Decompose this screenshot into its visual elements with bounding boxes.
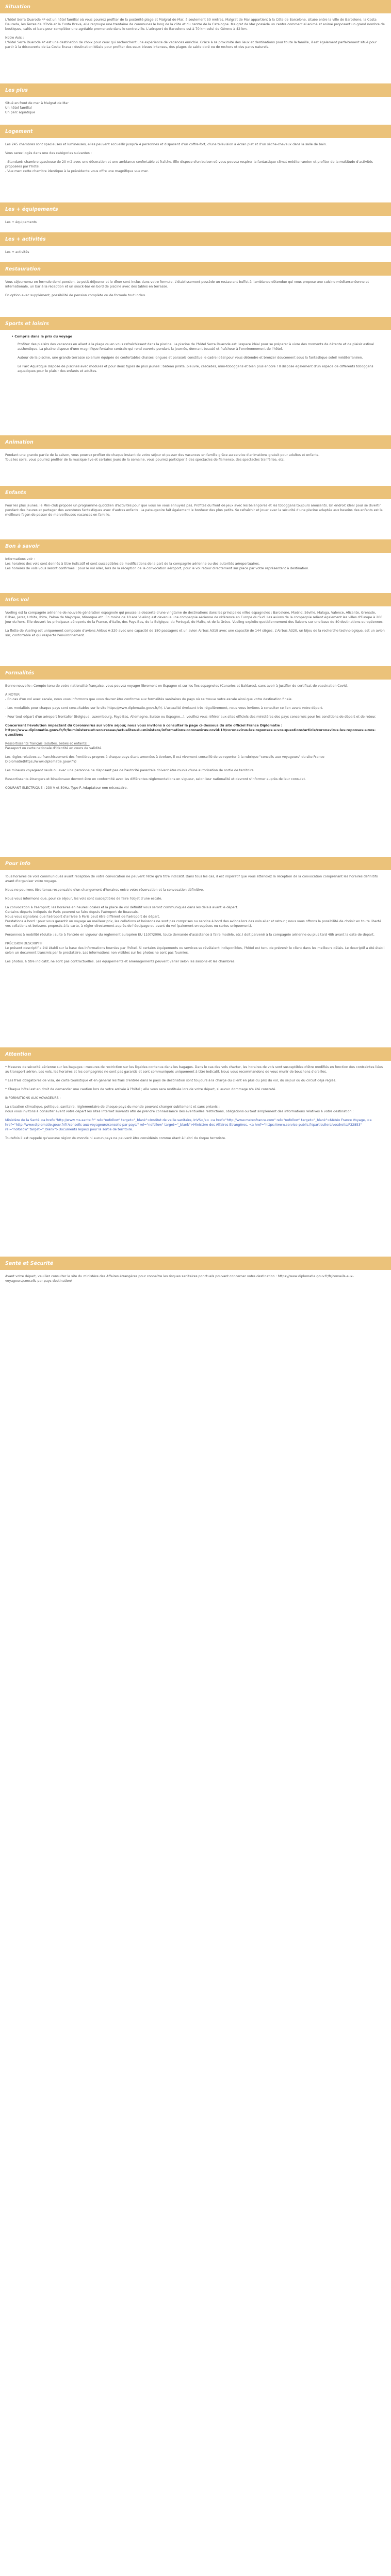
situation-title: Situation [5, 4, 30, 10]
attention-header [0, 1047, 391, 1061]
sante-header [0, 1257, 391, 1270]
formalites-text-9: Passeport ou carte nationale d'identité en cours de validité. [5, 747, 103, 750]
formalites-header [0, 666, 391, 680]
plus-header [0, 83, 391, 97]
attention-links[interactable]: Ministère de la Santé <a href="http://www.ms-sante.fr" rel="nofollow" target="_blank">Institut de veille sanitaire, InVS</a> <a href="http://www.meteofrance.com" rel="nofollow" target="_blank">Météo France Voyage, <a href="http://www.diplomatie.gouv.fr/fr/conseils-aux-voyageurs/conseils-par-pays/" rel="nofollow" target="_blank">Ministère des Affaires Etrangères, <a href="https://www.service-public.fr/particuliers/vosdroits/F32853" rel="nofollow" target="_blank">Documents légaux pour la sortie de territoire. [5, 1118, 372, 1131]
pourinfo-text-7: Prestations à bord : pour vous garantir un voyage au meilleur prix, les collations et boissons ne sont pas comprises ou service à bord des avions lors des vols aller et retour ; nous vous offrons la possibilité de choisir en toute liberté vos collations et boissons proposés à la carte, à régler directement auprès de l'équipage ou avant du vol (paiement en espèces ou cartes uniquement). [5, 920, 382, 928]
restauration-text-1: Vous séjournerez en formule demi-pension. Le petit-déjeuner et le dîner sont inclus dans votre formule. L'établissement possède un restaurant buffet à l'ambiance détendue qui vous propose une cuisine méditerranéenne et internationale, un bar à la réception et un snack-bar en bord de piscine avec des tables en terrasse. [5, 280, 369, 289]
situation-section [0, 13, 391, 83]
formalites-section [0, 680, 391, 857]
logement-section [0, 138, 391, 202]
logement-text-3: - Standard: chambre spacieuse de 20 m2 avec une décoration et une ambiance confortable et fraîche. Elle dispose d'un balcon où vous pouvez respirer la fantastique climat méditerranéen et profiter de la multitude d'activités proposées par l'hôtel. [5, 160, 373, 168]
pourinfo-precision-heading: PRÉCISION DESCRIPTIF [5, 942, 43, 945]
situation-text-3: L'hôtel Serra Duarode 4* est une destination de choix pour ceux qui recherchent une expérience de vacances enrichie. Grâce à sa proximité des lieux et destinations pour toute la famille, il est également parfaitement situé pour partir à la découverte de La Costa Brava : destination idéale pour profiter des eaux bleues intenses, des plages de sable doré ou de rochers et des parcs naturels. [5, 41, 377, 49]
animation-text-2: Tous les soirs, vous pourrez profiter de la musique live et certains jours de la semaine, vous pourrez participer à des spectacles de flamenco, des spectacles tranférise, etc. [5, 458, 285, 462]
attention-text-1: * Mesures de sécurité aérienne sur les bagages : mesures de restriction sur les liquides contenus dans les bagages. Dans le cas des vols charter, les horaires de vols sont susceptibles d'être modifiés en fonction des contraintes liées au transport aérien. Les vols, les horaires et les compagnies ne sont pas garantis et sont communiqués uniquement à titre indicatif. Nous vous recommandons de vous munir de bouchons d'oreilles. [5, 1065, 383, 1074]
restauration-section [0, 276, 391, 317]
bonasavoir-text-3: Les horaires de vols vous seront confirmés : pour le vol aller, lors de la réception de la convocation aéroport, pour le vol retour directement sur place par votre représentant à destination. [5, 567, 309, 570]
bonasavoir-section [0, 553, 391, 593]
plus-title: Les plus [5, 87, 28, 93]
sports-text-2: Autour de la piscine, une grande terrasse solarium équipée de confortables chaises longues et parasols constitue le cadre idéal pour vous détendre et bronzer doucement sous la fantastique soleil méditerranéen. [18, 356, 363, 360]
enfants-header [0, 486, 391, 499]
formalites-text-10: Les règles relatives au franchissement des frontières propres à chaque pays étant amenées à évoluer, il est vivement conseillé de se reporter à la rubrique "conseils aux voyageurs" du site France Diplomatie(https://www.diplomatie.gouv.fr/) [5, 755, 324, 764]
bonasavoir-text-2: Les horaires des vols sont donnés à titre indicatif et sont susceptibles de modifications de la part de la compagnie aérienne ou des autorités aéroportuaires. [5, 562, 260, 566]
situation-text-1: L'hôtel Serra Duarode 4* est un hôtel familial où vous pourrez profiter de la postérité plage et Malgrat de Mar, à seulement 50 mètres. Malgrat de Mar appartient à la Côte de Barcelone, située entre la ville de Barcelone, la Costa Daurada, les Terres de l'Ebde et la Costa Brava, elle regroupe une trentaine de communes le long de la côte et du centre de la Catalogne. Malgrat de Mar possède un centre commercial animé et animé proposant un grand nombre de boutiques, cafés et bars pour compléter une agréable promenade dans le centre-ville. L'aéroport de Barcelone est à 70 km celui de Gérone à 42 km. [5, 18, 385, 31]
pourinfo-text-11: Les photos, à titre indicatif, ne sont pas contractuelles. Les équipements et aménagements peuvent varier selon les saisons et les chambres. [5, 960, 236, 963]
enfants-section [0, 499, 391, 539]
sports-included-bullet: • Compris dans le prix du voyage [11, 334, 386, 339]
plus-item: Un hôtel familial [5, 106, 32, 110]
plus-item: Un parc aquatique [5, 111, 36, 114]
activites-header [0, 232, 391, 246]
pourinfo-text-6: Nous vous signalons que l'aéroport d'arrivée à Paris peut être différent de l'aéroport de départ. [5, 915, 160, 919]
infosvol-title: Infos vol [5, 597, 29, 603]
formalites-covid-link[interactable]: https://www.diplomatie.gouv.fr/fr/le-ministere-et-son-reseau/actualites-du-ministere/informations-coronavirus-covid-19/coronavirus-les-reponses-a-vos-questions/article/coronavirus-les-reponses-a-vos-questions [5, 728, 376, 737]
sante-title: Santé et Sécurité [5, 1260, 54, 1266]
bonasavoir-text-1: Informations voir : [5, 557, 35, 561]
sante-text: Avant votre départ, veuillez consulter le site du ministère des Affaires étrangères pour connaître les risques sanitaires ponctuels pouvant concerner votre destination : https://www.diplomatie.gouv.fr/fr/conseils-aux-voyageurs/conseils-par-pays-destination/ [5, 1275, 354, 1283]
equipements-text: Les + équipements [5, 221, 37, 224]
animation-header [0, 435, 391, 449]
activites-title: Les + activités [5, 236, 46, 242]
situation-text-2: Notre Avis : [5, 36, 24, 40]
formalites-note-label: A NOTER [5, 693, 20, 697]
formalites-title: Formalités [5, 670, 35, 676]
equipements-header [0, 202, 391, 216]
logement-title: Logement [5, 128, 33, 134]
restauration-title: Restauration [5, 266, 41, 272]
attention-text-8: Toutefois il est rappelé qu'aucune région du monde ni aucun pays ne peuvent être considérés comme étant à l'abri du risque terroriste. [5, 1137, 226, 1140]
formalites-text-5: - Pour tout départ d'un aéroport frontalier (Belgique, Luxembourg, Pays-Bas, Allemagne, Suisse ou Espagne...), veuillez vous référer aux sites officiels des ministères des pays concernés pour les conditions de départ et de retour. [5, 715, 377, 719]
pourinfo-text-10: Le présent descriptif a été établi sur la base des informations fournies par l'hôtel. Si certains équipements ou services se révélaient indisponibles, l'hôtel est tenu de prévenir le client dans les meilleurs délais. Le descriptif a été établi selon un document transmis par le prestataire. Les informations non visibles sur les photos ne sont pas fournies. [5, 946, 385, 955]
sports-text-1: Profitez des plaisirs des vacances en allant à la plage ou en vous rafraîchissant dans la piscine. La piscine de l'hôtel Serra Duarode est l'espace idéal pour se préparer à vivre des moments de détente et de plaisir estival authentique. La piscine dispose d'une magnifique fontaine centrale qui rend ouverte pendant la journée, donnant beauté et fraîcheur à l'environnement de l'hôtel. [18, 343, 374, 351]
activites-section [0, 246, 391, 262]
situation-header [0, 0, 391, 13]
logement-text-2: Vous serez logés dans une des catégories suivantes : [5, 151, 92, 155]
activites-text: Les + activités [5, 250, 29, 254]
animation-text-1: Pendant une grande partie de la saison, vous pourrez profiter de chaque instant de votre séjour et passer des vacances en famille grâce au service d'animations gratuit pour adultes et enfants. [5, 453, 320, 457]
pourinfo-header [0, 857, 391, 870]
sports-section [0, 330, 391, 435]
pourinfo-text-4: La convocation à l'aéroport, les horaires en heures locales et la place de vol définitif vous seront communiqués dans les délais avant le départ. [5, 906, 238, 909]
plus-section [0, 97, 391, 125]
pourinfo-title: Pour info [5, 860, 30, 867]
formalites-nationals-heading: Ressortissants français (adultes, bébés et enfants) : [5, 742, 90, 745]
pourinfo-text-8: Personnes à mobilité réduite : suite à l'entrée en vigueur du règlement européen EU 1107/2006, toute demande d'assistance à faire modèle, etc.) doit parvenir à la compagnie aérienne ou plus tard 48h avant la date de départ. [5, 933, 375, 937]
sante-section [0, 1270, 391, 1296]
formalites-text-3: - En cas d'un vol avec escale, nous vous informons que vous devrez être conforme aux formalités sanitaires du pays où se trouve votre escale ainsi que votre destination finale. [5, 698, 292, 701]
animation-title: Animation [5, 439, 34, 445]
formalites-text-12: Ressortissants étrangers et binationaux devront être en conformité avec les différentes réglementations en vigueur, selon leur nationalité et devront s'informer auprès de leur consulat. [5, 777, 306, 781]
infosvol-text-1: Vueling est la compagnie aérienne de nouvelle génération espagnole qui pousse la desserte d'une vingtaine de destinations dans les principales villes espagnoles : Barcelone, Madrid, Séville, Malaga, Valence, Alicante, Grenade, Bilbao, Jerez, Urbita, Ibiza, Palma de Majorque, Minorque etc. En moins de 10 ans Vueling est devenue une compagnie aérienne de référence en Europe du Sud. Les avions de la compagnie relient également les villes d'Europe à 200 jour du hors. Elle dessert les principaux aéroports de la France, d'Italie, des Pays-Bas, de la Belgique, du Portugal, de Malte, et de la Grèce. Vueling exploite quotidiennement des liaisons sur une base de 40 destinations européennes. [5, 611, 384, 624]
infosvol-header [0, 593, 391, 606]
formalites-text-1: Bonne nouvelle : Compte tenu de votre nationalité française, vous pouvez voyager librement en Espagne et sur les îles espagnoles (Canaries et Baléares), sans avoir à justifier de certificat de vaccination Covid. [5, 684, 348, 688]
equipements-section [0, 216, 391, 232]
formalites-text-4: - Les modalités pour chaque pays sont consultables sur le site https://www.diplomatie.gouv.fr/fr/. L'actualité évoluant très régulièrement, nous vous invitons à consulter ce lien avant votre départ. [5, 706, 323, 710]
animation-section [0, 449, 391, 486]
logement-header [0, 125, 391, 138]
attention-travellers-heading: INFORMATIONS AUX VOYAGEURS : [5, 1096, 61, 1100]
formalites-covid-heading: Concernant l'évolution impactant du Coronavirus sur votre séjour, nous vous invitons à consulter la page ci-dessous du site officiel France Diplomatie : [5, 724, 283, 727]
logement-text-4: - Vue mer: cette chambre identique à la précédente vous offre une magnifique vue mer. [5, 170, 149, 173]
pourinfo-text-3: Nous vous informons que, pour ce séjour, les vols sont susceptibles de faire l'objet d'une escale. [5, 897, 162, 901]
equipements-title: Les + équipements [5, 206, 58, 212]
infosvol-text-2: La flotte de Vueling est uniquement composée d'avions Airbus A-320 avec une capacité de 180 passagers et un avion Airbus A319 avec une capacité de 144 sièges. L'Airbus A320, un bijou de la recherche technologique, est un avion sûr, confortable et qui respecte l'environnement. [5, 629, 385, 637]
attention-text-2: * Les frais obligatoires de visa, de carte touristique et en général les frais d'entrée dans le pays de destination sont toujours à la charge du client en plus du prix du vol, du séjour ou du circuit déjà réglés. [5, 1079, 336, 1082]
sports-header [0, 317, 391, 330]
pourinfo-section [0, 870, 391, 1047]
formalites-text-11: Les mineurs voyageant seuls ou avec une personne ne disposant pas de l'autorité parentale doivent être munis d'une autorisation de sortie de territoire. [5, 769, 255, 772]
pourinfo-text-2: Nous ne pourrons être tenus responsable d'un changement d'horaires entre votre réservation et la convocation définitive. [5, 888, 204, 892]
sports-text-3: Le Parc Aquatique dispose de piscines avec modules et pour deux types de plus jeunes : bateau pirate, pieuvre, cascades, mini-toboggans et bien plus encore ! Il dispose également d'un espace de différents toboggans aquatiques pour le plaisir des enfants et adultes. [18, 365, 373, 373]
sports-title: Sports et loisirs [5, 320, 49, 327]
logement-text-1: Les 245 chambres sont spacieuses et lumineuses, elles peuvent accueillir jusqu'à 4 personnes et disposent d'un coffre-fort, d'une télévision à écran plat et d'un sèche-cheveux dans la salle de bain. [5, 143, 327, 146]
bonasavoir-header [0, 539, 391, 553]
attention-text-5: La situation climatique, politique, sanitaire, réglementaire de chaque pays du monde pouvant changer subitement et sans préavis : [5, 1105, 220, 1109]
enfants-title: Enfants [5, 489, 26, 496]
restauration-text-2: En option avec supplément, possibilité de pension complète ou de formule tout inclus. [5, 294, 146, 297]
attention-text-3: * Chaque hôtel est en droit de demander une caution lors de votre arrivée à l'hôtel ; elle vous sera restituée lors de votre départ, si aucun dommage n'a été constaté. [5, 1088, 276, 1091]
enfants-text: Pour les plus jeunes, le Mini-club propose un programme quotidien d'activités pour que vous ne vous ennuyiez pas. Profitez du front de jeux avec les balançoires et les toboggans toujours amusants. Un endroit idéal pour se divertir pendant des heures et partager des aventures fantastiques avec d'autres enfants. La pataugeoire fait également le bonheur des plus petits. Se rafraîchir et jouer avec la sécurité d'une piscine adaptée aux besoins des enfants est la meilleure façon de passer de merveilleuses vacances en famille. [5, 504, 383, 517]
pourinfo-text-5: Certains départs indiqués de Paris peuvent se faire depuis l'aéroport de Beauvais. [5, 910, 139, 914]
attention-section [0, 1061, 391, 1257]
plus-item: Situé en front de mer à Malgrat de Mar [5, 101, 69, 105]
formalites-text-13: COURANT ELECTRIQUE : 230 V et 50Hz. Type F. Adaptateur non nécessaire. [5, 786, 128, 790]
infosvol-section [0, 606, 391, 666]
pourinfo-text-1: Tous horaires de vols communiqués avant réception de votre convocation ne peuvent l'être qu'à titre indicatif. Dans tous les cas, il est impératif que vous attendiez la réception de la convocation comprenant les horaires définitifs avant d'organiser votre voyage. [5, 875, 378, 883]
attention-text-6: nous vous invitons à consulter avant votre départ les sites Internet suivants afin de prendre connaissance des éventuelles restrictions, obligations ou tout simplement des informations relatives à votre destination : [5, 1110, 354, 1113]
restauration-header [0, 262, 391, 276]
attention-title: Attention [5, 1051, 31, 1057]
bonasavoir-title: Bon à savoir [5, 543, 40, 549]
